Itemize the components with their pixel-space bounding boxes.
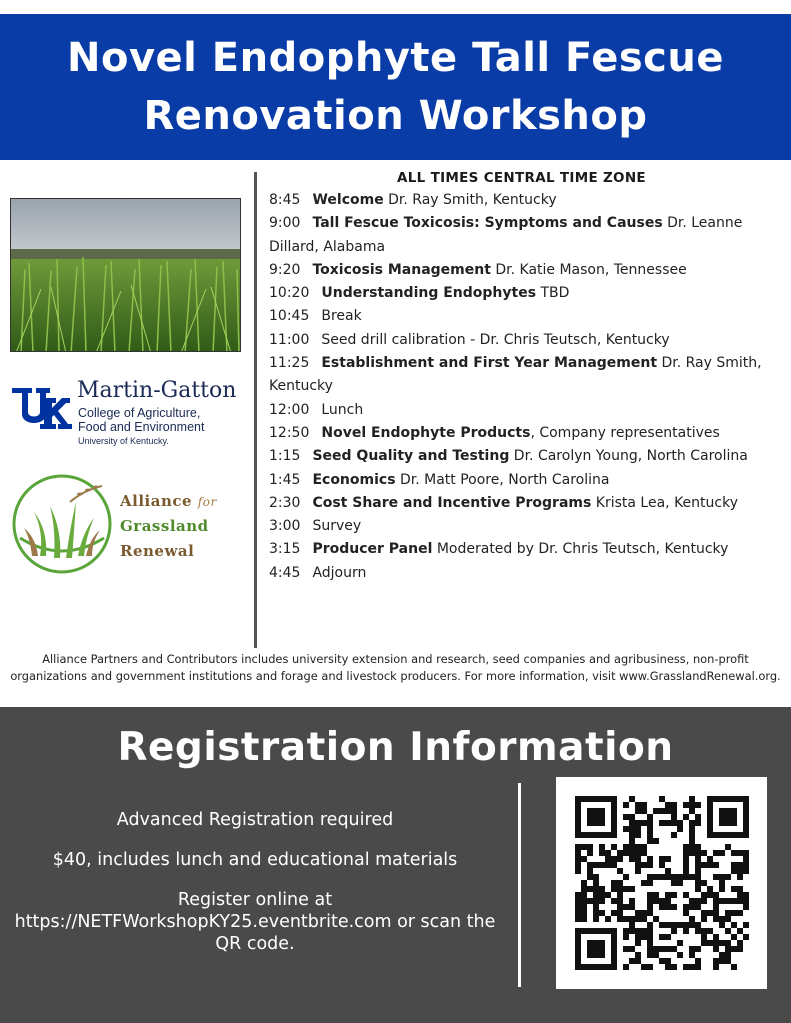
agenda-session-title: Establishment and First Year Management [321, 355, 658, 372]
agenda-time: 11:25 [269, 355, 310, 372]
agenda-time: 10:20 [269, 285, 310, 302]
agenda-session-detail: Break [321, 308, 362, 325]
agenda-session-title: Understanding Endophytes [321, 285, 537, 302]
agenda-item [269, 282, 779, 305]
agenda-session-detail: Seed drill calibration - Dr. Chris Teutsch, Kentucky [321, 331, 670, 348]
uk-logo-icon [10, 384, 72, 430]
agenda-item [269, 562, 779, 585]
agenda-item [269, 445, 779, 468]
agenda-time: 9:00 [269, 215, 301, 232]
title-line-2: Renovation Workshop [143, 93, 648, 139]
agenda-session-detail: , Company representatives [530, 424, 720, 441]
agenda-time: 8:45 [269, 192, 301, 208]
agenda-session-title: Toxicosis Management [312, 261, 491, 278]
agenda-time: 2:30 [269, 494, 301, 511]
agenda-session-detail: Dr. Carolyn Young, North Carolina [509, 448, 748, 465]
agenda-item [269, 329, 779, 352]
agenda-session-detail: Survey [312, 518, 362, 535]
uk-martin-gatton-logo [10, 380, 250, 450]
agenda-item [269, 305, 779, 328]
registration-title: Registration Information [117, 725, 674, 770]
agenda-item [269, 492, 779, 515]
title-line-1: Novel Endophyte Tall Fescue [67, 35, 724, 81]
uk-college-name: Martin-Gatton [77, 378, 237, 403]
vertical-divider [254, 172, 257, 648]
agenda-session-detail: Dr. Matt Poore, North Carolina [395, 471, 610, 488]
agenda-session-title: Welcome [312, 192, 384, 208]
alliance-word-text: Alliance [120, 492, 193, 510]
renewal-word: Renewal [120, 542, 195, 560]
agenda-session-detail: Dr. Katie Mason, Tennessee [490, 261, 687, 278]
uk-college-subtitle [78, 406, 204, 434]
agenda-item [269, 399, 779, 422]
agenda-session-detail: Dr. Ray Smith, Kentucky [383, 192, 557, 208]
agenda-time: 10:45 [269, 308, 310, 325]
grass-circle-icon [10, 472, 114, 576]
agenda-time: 1:15 [269, 448, 301, 465]
qr-code-icon [556, 777, 767, 989]
agenda-item [269, 515, 779, 538]
registration-info [10, 809, 500, 973]
registration-link-text[interactable]: Register online at https://NETFWorkshopKY25.eventbrite.com or scan the QR code. [14, 890, 496, 954]
uk-college-line-1: College of Agriculture, [78, 406, 201, 420]
agenda-item [269, 538, 779, 561]
agenda-item [269, 212, 779, 259]
registration-divider [518, 783, 521, 987]
page-header [0, 14, 791, 160]
agenda-session-title: Seed Quality and Testing [312, 448, 510, 465]
agenda-session-title: Cost Share and Incentive Programs [312, 494, 592, 511]
agenda-list [269, 189, 779, 585]
agenda-session-title: Economics [312, 471, 396, 488]
agenda-time: 9:20 [269, 261, 301, 278]
registration-section [0, 707, 791, 1023]
agenda-session-title: Tall Fescue Toxicosis: Symptoms and Causes [312, 215, 663, 232]
agenda-session-detail: Krista Lea, Kentucky [591, 494, 738, 511]
alliance-grassland-renewal-logo [10, 472, 250, 576]
timezone-note: ALL TIMES CENTRAL TIME ZONE [397, 170, 646, 186]
agenda-item [269, 189, 779, 212]
alliance-for-text: for [197, 495, 217, 509]
agenda-session-detail: TBD [536, 285, 570, 302]
agenda-time: 12:00 [269, 401, 310, 418]
agenda-session-title: Producer Panel [312, 541, 433, 558]
grassland-word: Grassland [120, 517, 209, 535]
agenda [269, 170, 779, 585]
agenda-item [269, 422, 779, 445]
agenda-item [269, 469, 779, 492]
agenda-time: 3:15 [269, 541, 301, 558]
agenda-session-detail: Adjourn [312, 564, 367, 581]
tall-fescue-photo [10, 198, 241, 352]
agenda-time: 1:45 [269, 471, 301, 488]
agenda-time: 3:00 [269, 518, 301, 535]
agenda-session-title: Novel Endophyte Products [321, 424, 531, 441]
uk-university-name: University of Kentucky. [78, 436, 169, 446]
agenda-session-detail: Moderated by Dr. Chris Teutsch, Kentucky [432, 541, 729, 558]
agenda-session-detail: Lunch [321, 401, 364, 418]
agenda-item [269, 259, 779, 282]
agenda-session-detail: Dr. Leanne Dillard, Alabama [269, 215, 743, 255]
registration-price: $40, includes lunch and educational materials [52, 850, 458, 870]
partners-text: Alliance Partners and Contributors includes university extension and research, seed companies and agribusiness, non-profit organizations and government institutions and forage and livestock producers. For more information, visit www.GrasslandRenewal.org. [10, 652, 781, 683]
uk-college-line-2: Food and Environment [78, 420, 205, 434]
agenda-time: 12:50 [269, 424, 310, 441]
qr-code[interactable] [556, 777, 767, 989]
agenda-time: 4:45 [269, 564, 301, 581]
registration-required: Advanced Registration required [116, 810, 394, 830]
agenda-session-detail: Dr. Ray Smith, Kentucky [269, 355, 762, 395]
agenda-time: 11:00 [269, 331, 310, 348]
agenda-item [269, 352, 779, 399]
alliance-word [120, 492, 217, 510]
